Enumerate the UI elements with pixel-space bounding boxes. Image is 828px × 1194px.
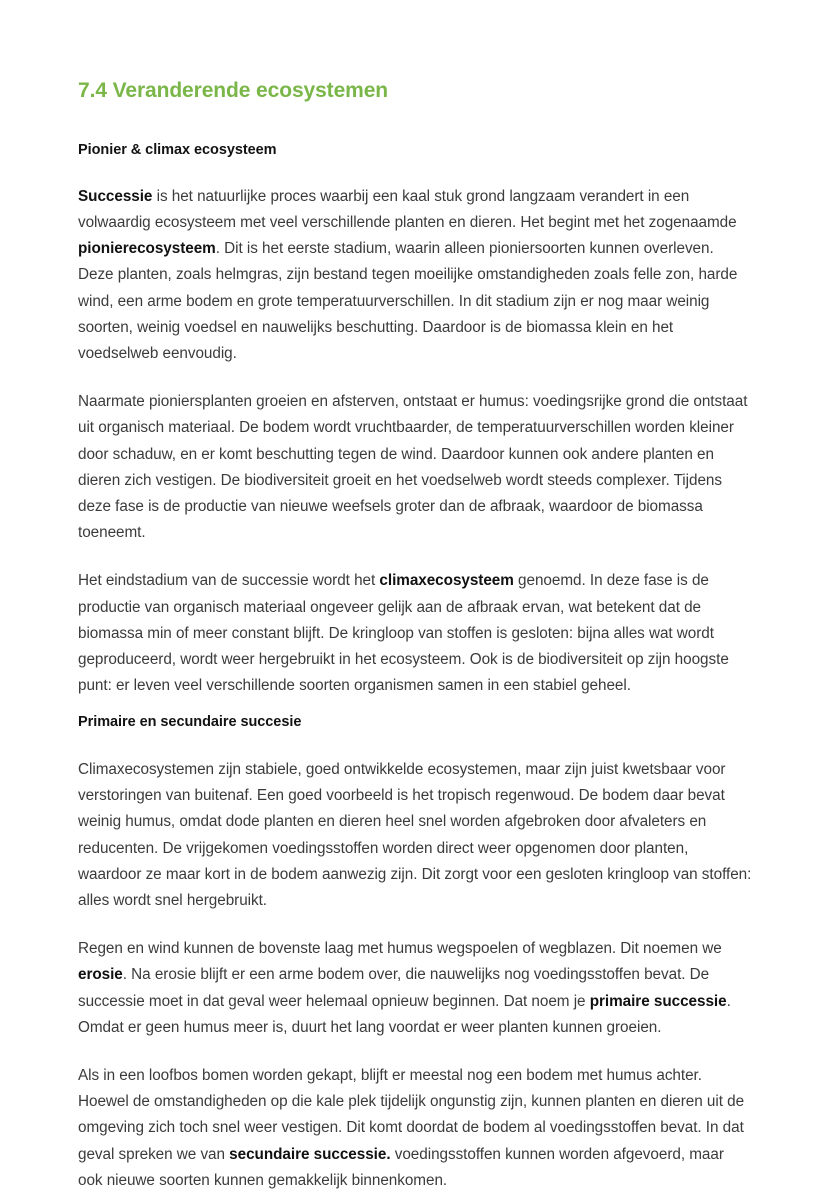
emphasis-term: Successie (78, 187, 153, 205)
emphasis-term: climaxecosysteem (379, 572, 514, 590)
paragraph-erosie: Regen en wind kunnen de bovenste laag met humus wegspoelen of wegblazen. Dit noemen we erosie. Na erosie blijft er een arme bodem over, die nauwelijks nog voedingsstoffen bevat. De successie moet in dat geval weer helemaal opnieuw beginnen. Dat noem je primaire successie. Omdat er geen humus meer is, duurt het lang voordat er weer planten kunnen groeien. (78, 940, 731, 1036)
page-title: 7.4 Veranderende ecosystemen (78, 79, 389, 102)
section-primaire-secundaire (78, 713, 752, 1194)
section-heading-pionier-climax: Pionier & climax ecosysteem (78, 142, 277, 159)
paragraph-secundaire-successie: Als in een loofbos bomen worden gekapt, blijft er meestal nog een bodem met humus achter. Hoewel de omstandigheden op die kale plek tijdelijk ongunstig zijn, kunnen planten en dieren uit de omgeving zich toch snel weer vestigen. Dit komt doordat de bodem al voedingsstoffen bevat. In dat geval spreken we van secundaire successie. voedingsstoffen kunnen worden afgevoerd, maar ook nieuwe soorten kunnen gemakkelijk binnenkomen. (78, 1067, 745, 1189)
paragraph-humus: Naarmate pioniersplanten groeien en afsterven, ontstaat er humus: voedingsrijke grond die ontstaat uit organisch materiaal. De bodem wordt vruchtbaarder, de temperatuurverschillen worden kleiner door schaduw, en er komt beschutting tegen de wind. Daardoor kunnen ook andere planten en dieren zich vestigen. De biodiversiteit groeit en het voedselweb wordt steeds complexer. Tijdens deze fase is de productie van nieuwe weefsels groter dan de afbraak, waardoor de biomassa toeneemt. (78, 393, 748, 542)
emphasis-term: primaire successie (589, 992, 727, 1010)
emphasis-term: pionierecosysteem (78, 240, 216, 258)
document-content (78, 78, 752, 1194)
section-pionier-climax (78, 141, 752, 699)
section-spacer (78, 699, 752, 713)
paragraph-successie: Successie is het natuurlijke proces waarbij een kaal stuk grond langzaam verandert in een volwaardig ecosysteem met veel verschillende planten en dieren. Het begint met het zogenaamde pionierecosysteem. Dit is het eerste stadium, waarin alleen pioniersoorten kunnen overleven. Deze planten, zoals helmgras, zijn bestand tegen moeilijke omstandigheden zoals felle zon, harde wind, een arme bodem en grote temperatuurverschillen. In dit stadium zijn er nog maar weinig soorten, weinig voedsel en nauwelijks beschutting. Daardoor is de biomassa klein en het voedselweb eenvoudig. (78, 187, 738, 362)
section-heading-primaire-secundaire: Primaire en secundaire succesie (78, 714, 302, 731)
paragraph-climaxecosystemen: Climaxecosystemen zijn stabiele, goed ontwikkelde ecosystemen, maar zijn juist kwetsbaar voor verstoringen van buitenaf. Een goed voorbeeld is het tropisch regenwoud. De bodem daar bevat weinig humus, omdat dode planten en dieren heel snel worden afgebroken door afvaleters en reducenten. De vrijgekomen voedingsstoffen worden direct weer opgenomen door planten, waardoor ze maar kort in de bodem aanwezig zijn. Dit zorgt voor een gesloten kringloop van stoffen: alles wordt snel hergebruikt. (78, 760, 752, 909)
emphasis-term: secundaire successie. (229, 1145, 391, 1163)
paragraph-climaxecosysteem: Het eindstadium van de successie wordt het climaxecosysteem genoemd. In deze fase is de productie van organisch materiaal ongeveer gelijk aan de afbraak ervan, wat betekent dat de biomassa min of meer constant blijft. De kringloop van stoffen is gesloten: bijna alles wat wordt geproduceerd, wordt weer hergebruikt in het ecosysteem. Ook is de biodiversiteit op zijn hoogste punt: er leven veel verschillende soorten organismen samen in een stabiel geheel. (78, 572, 729, 695)
emphasis-term: erosie (78, 966, 123, 984)
